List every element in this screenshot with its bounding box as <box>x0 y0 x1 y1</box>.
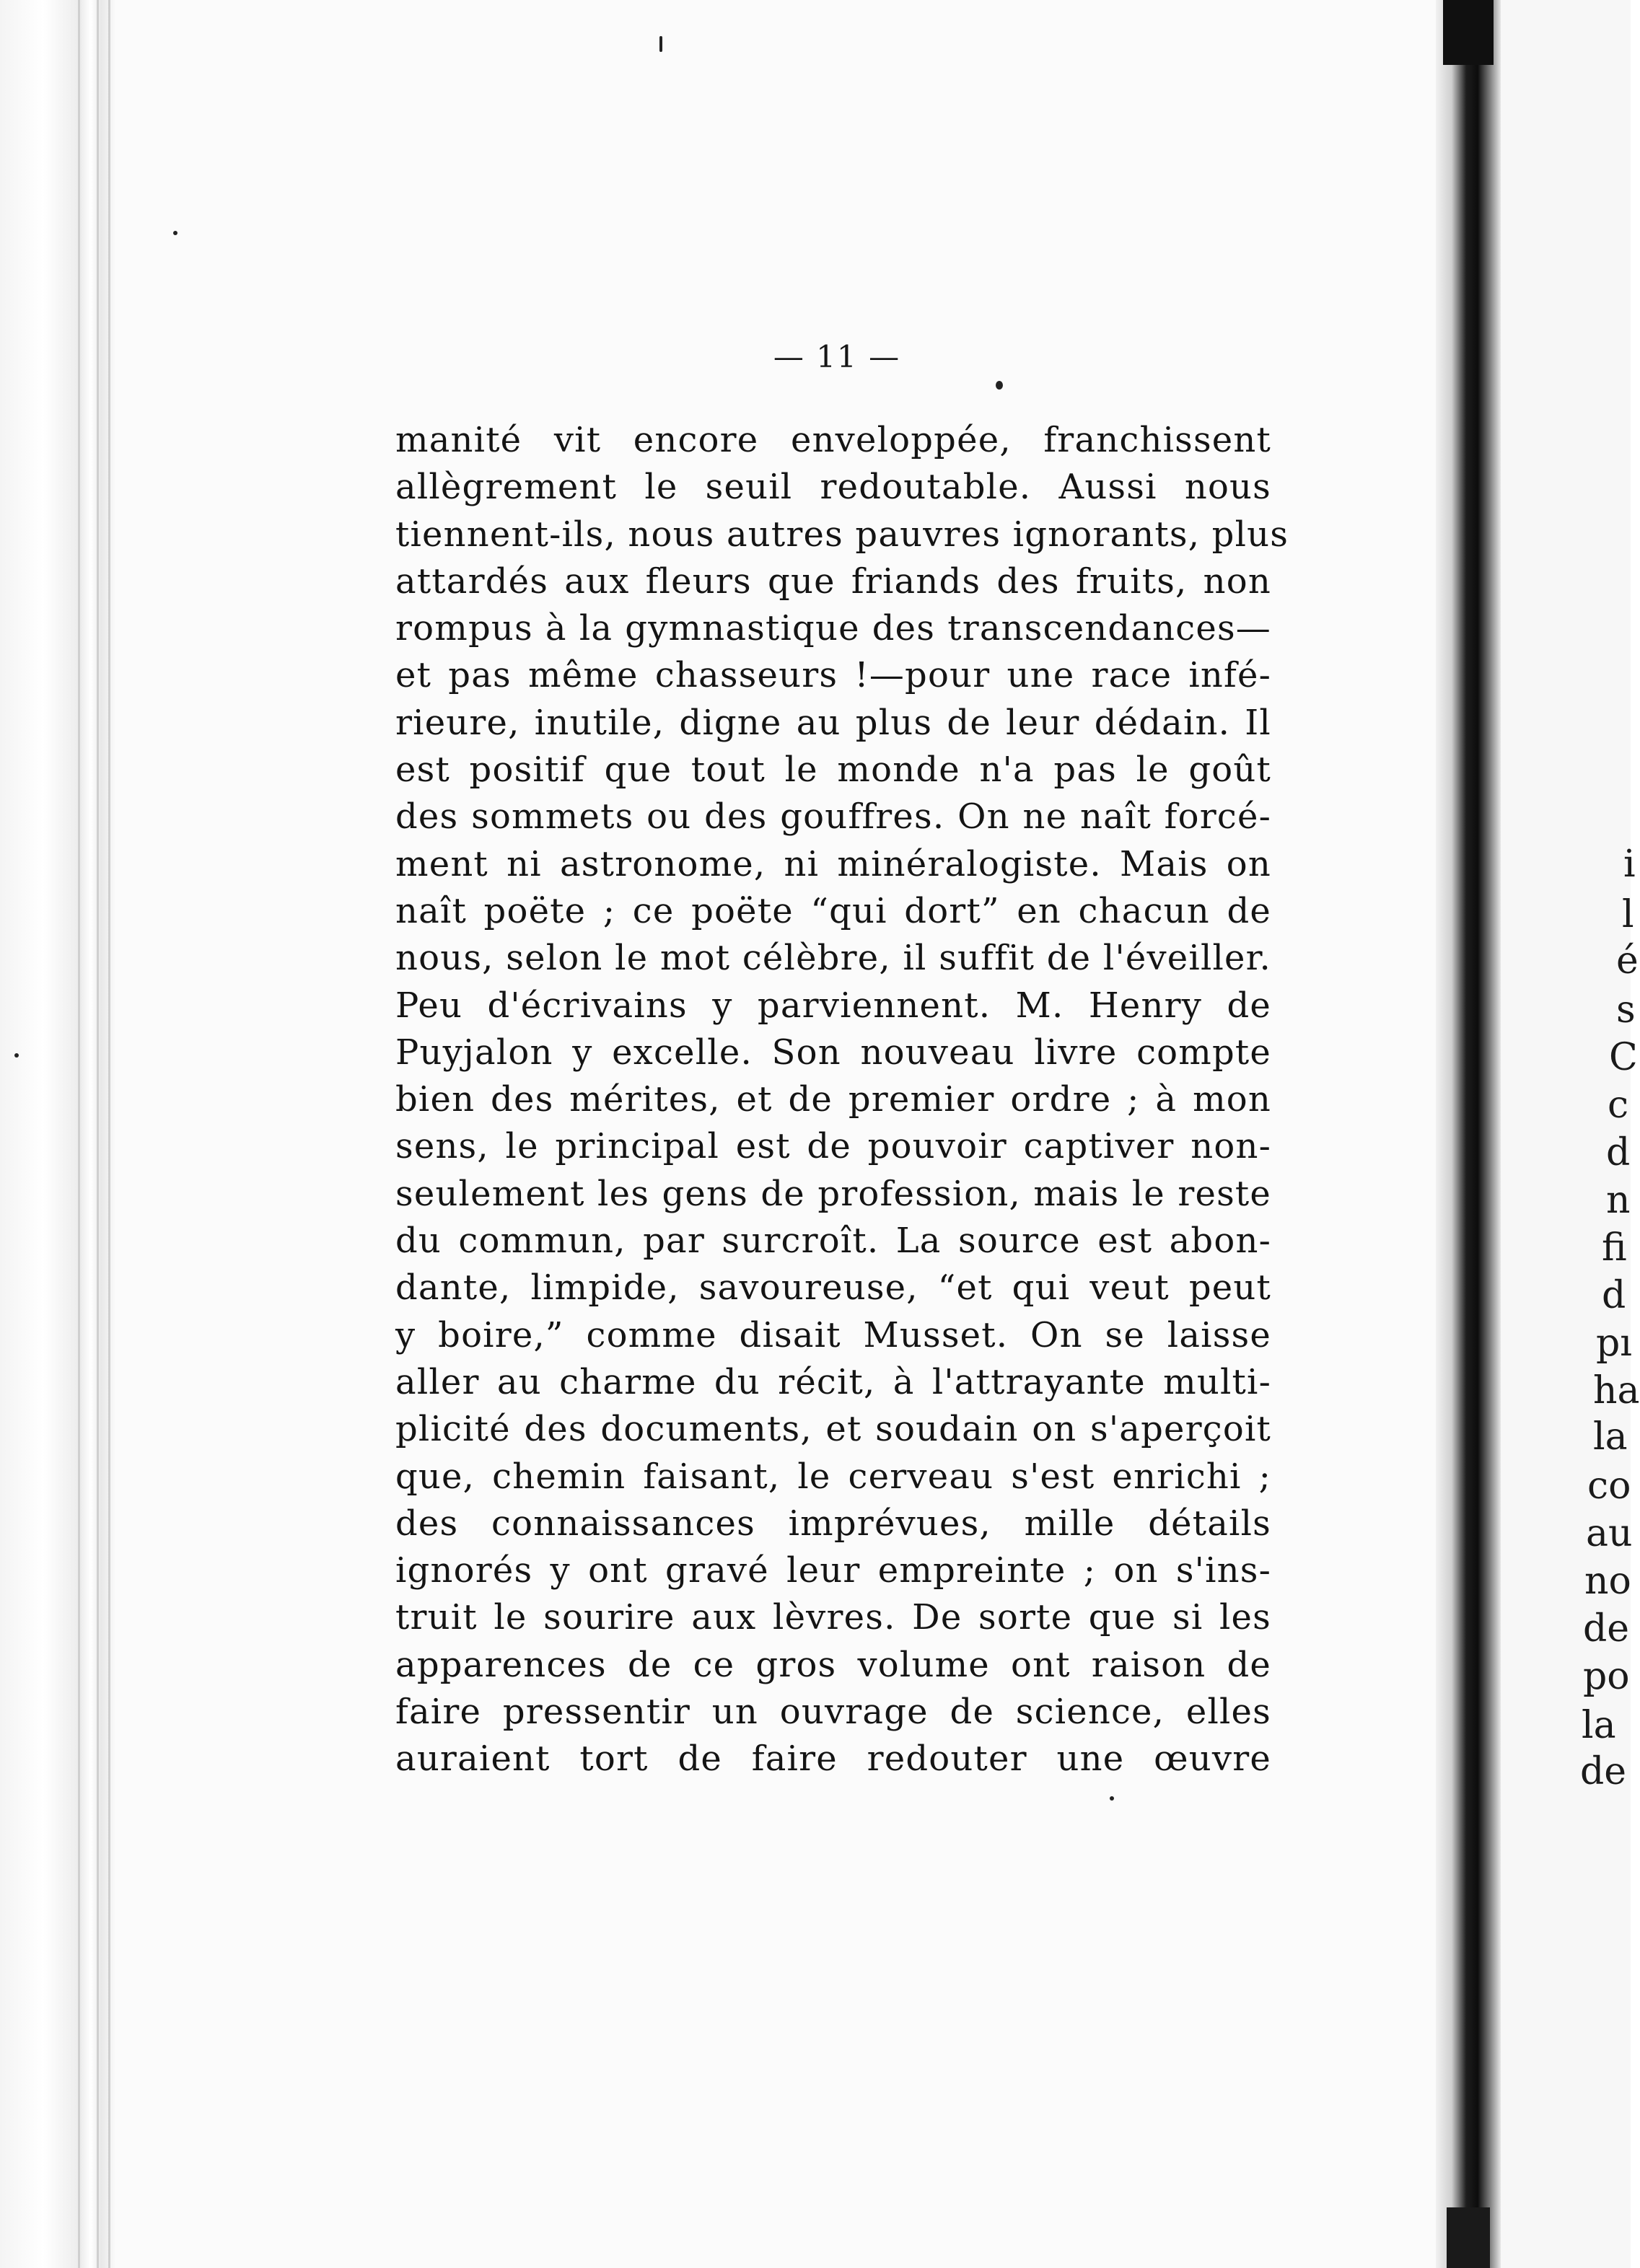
scan-speck <box>173 231 177 235</box>
next-page-text: d <box>1602 1274 1626 1317</box>
text-line: rompus à la gymnastique des transcendances— <box>395 608 1271 649</box>
text-line: apparences de ce gros volume ont raison de <box>395 1644 1271 1685</box>
text-line: auraient tort de faire redouter une œuvre <box>395 1739 1271 1780</box>
next-page-text: n <box>1606 1179 1631 1222</box>
book-gutter-shadow <box>1443 0 1494 65</box>
text-line: y boire,” comme disait Musset. On se laisse <box>395 1314 1271 1355</box>
text-line: dante, limpide, savoureuse, “et qui veut peut <box>395 1267 1271 1309</box>
next-page-text: no <box>1584 1560 1631 1603</box>
next-page-text: é <box>1616 939 1639 983</box>
text-line: ment ni astronome, ni minéralogiste. Mais on <box>395 843 1271 884</box>
next-page-text: ha <box>1593 1369 1640 1412</box>
page-edge-line <box>97 0 99 2268</box>
text-line: aller au charme du récit, à l'attrayante multi- <box>395 1361 1271 1402</box>
text-line: sens, le principal est de pouvoir captiver non- <box>395 1126 1271 1167</box>
body-text <box>395 417 1289 1783</box>
text-line: naît poëte ; ce poëte “qui dort” en chacun de <box>395 890 1271 931</box>
text-line: rieure, inutile, digne au plus de leur dédain. Il <box>395 702 1271 743</box>
text-line: seulement les gens de profession, mais le reste <box>395 1173 1271 1214</box>
next-page-text: la <box>1582 1704 1616 1747</box>
scan-speck <box>14 1053 19 1058</box>
text-line: et pas même chasseurs !—pour une race infé- <box>395 655 1271 696</box>
next-page-text: de <box>1580 1750 1627 1793</box>
scan-speck <box>996 381 1003 390</box>
next-page-text: c <box>1608 1084 1629 1127</box>
next-page-text: au <box>1586 1512 1633 1555</box>
page-number: — 11 — <box>773 339 901 374</box>
text-line: du commun, par surcroît. La source est abon- <box>395 1221 1271 1262</box>
next-page-text: la <box>1593 1415 1628 1459</box>
next-page-text: s <box>1616 988 1636 1032</box>
text-line: bien des mérites, et de premier ordre ; à mon <box>395 1079 1271 1120</box>
next-page-text: C <box>1609 1036 1638 1079</box>
text-line: faire pressentir un ouvrage de science, elles <box>395 1692 1271 1733</box>
text-line: truit le sourire aux lèvres. De sorte que si les <box>395 1597 1271 1638</box>
text-line: Peu d'écrivains y parviennent. M. Henry de <box>395 985 1271 1026</box>
next-page-text: de <box>1583 1607 1630 1651</box>
next-page-text: i <box>1623 843 1636 886</box>
scan-speck <box>659 36 662 52</box>
next-page-text: d <box>1606 1131 1631 1174</box>
text-line: que, chemin faisant, le cerveau s'est enrichi ; <box>395 1456 1271 1497</box>
next-page-fragment <box>1501 0 1640 2268</box>
text-line: allègrement le seuil redoutable. Aussi nous <box>395 467 1271 508</box>
page-edge-line <box>108 0 110 2268</box>
scan-speck <box>1110 1796 1114 1801</box>
text-line: plicité des documents, et soudain on s'aperçoit <box>395 1409 1271 1450</box>
book-gutter-shadow <box>1436 0 1501 2268</box>
next-page-text: po <box>1583 1655 1630 1698</box>
text-line: des sommets ou des gouffres. On ne naît forcé- <box>395 796 1271 838</box>
book-gutter-shadow <box>1447 2207 1490 2268</box>
next-page-text: pı <box>1596 1322 1632 1365</box>
next-page-text: fi <box>1602 1226 1627 1270</box>
text-line: manité vit encore enveloppée, franchissent <box>395 420 1271 460</box>
book-page-edges <box>0 0 115 2268</box>
text-line: est positif que tout le monde n'a pas le goût <box>395 750 1271 791</box>
text-line: attardés aux fleurs que friands des fruits, non <box>395 561 1271 602</box>
next-page-text: l <box>1622 893 1634 936</box>
next-page-text: co <box>1587 1464 1631 1508</box>
text-line: nous, selon le mot célèbre, il suffit de l'éveiller. <box>395 938 1271 979</box>
page-edge-line <box>78 0 80 2268</box>
text-line: Puyjalon y excelle. Son nouveau livre compte <box>395 1032 1271 1073</box>
text-line: ignorés y ont gravé leur empreinte ; on s'ins- <box>395 1550 1271 1591</box>
text-line: des connaissances imprévues, mille détails <box>395 1503 1271 1544</box>
text-line: tiennent-ils, nous autres pauvres ignorants, plus <box>395 514 1289 555</box>
